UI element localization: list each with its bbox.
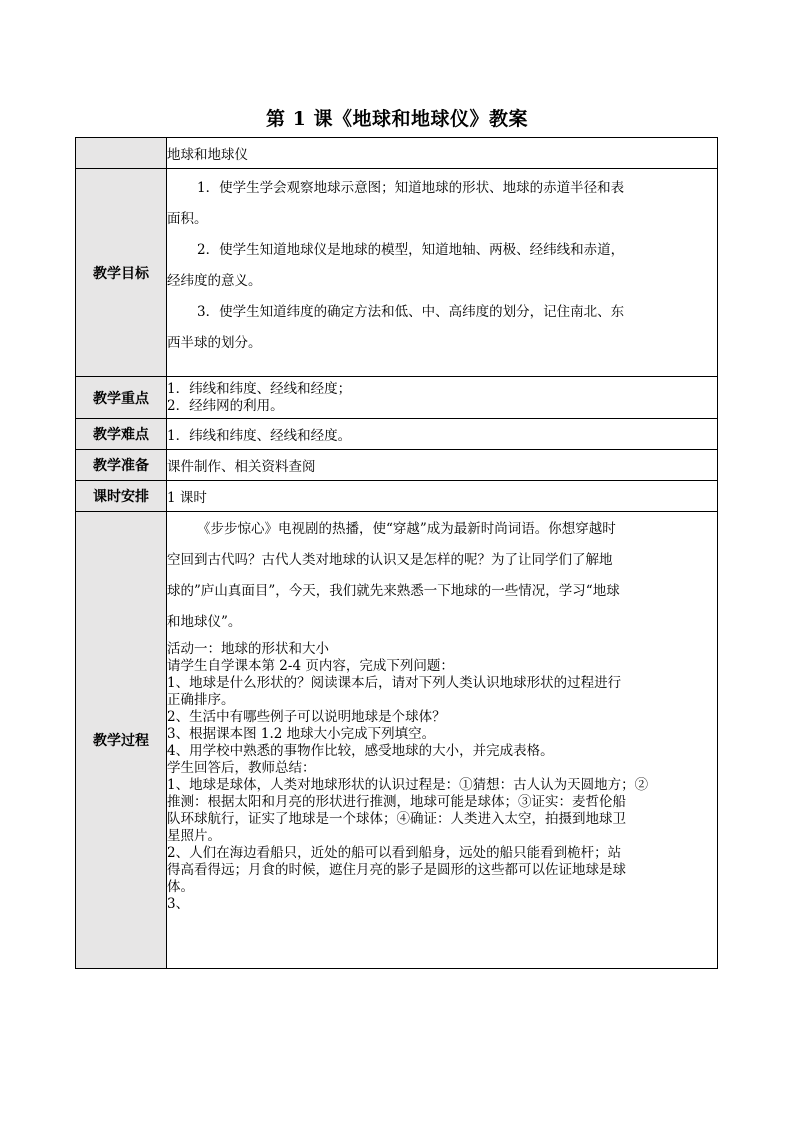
goal-line: 面积。 xyxy=(167,211,208,227)
value-goals xyxy=(167,169,718,377)
process-line: 2、生活中有哪些例子可以说明地球是个球体？ xyxy=(167,709,446,725)
process-line: 3、 xyxy=(167,896,190,912)
goal-line: 经纬度的意义。 xyxy=(167,273,262,289)
row-difficulties xyxy=(76,419,718,450)
label-process: 教学过程 xyxy=(76,512,167,969)
row-goals xyxy=(76,169,718,377)
process-line: 1、地球是球体，人类对地球形状的认识过程是：①猜想：古人认为天圆地方；② xyxy=(167,777,649,793)
value-schedule: 1 课时 xyxy=(167,481,718,512)
process-line: 3、根据课本图 1.2 地球大小完成下列填空。 xyxy=(167,726,436,742)
key-point-line: 1．纬线和纬度、经线和经度； xyxy=(167,380,352,397)
lesson-plan-table xyxy=(75,137,718,969)
value-key-points xyxy=(167,377,718,419)
process-intro: 《步步惊心》电视剧的热播，使“穿越”成为最新时尚词语。你想穿越时 空回到古代吗？古代人类对地球的认识又是怎样的呢？为了让同学们了解地 球的”庐山真面目”，今天，我们就先来熟悉一下地球的一些情况，学习“地球 和地球仪”。 xyxy=(167,521,620,630)
label-key-points: 教学重点 xyxy=(76,377,167,419)
row-preparation xyxy=(76,450,718,481)
row-topic xyxy=(76,138,718,169)
goal-line: 西半球的划分。 xyxy=(167,335,262,351)
process-line: 4、用学校中熟悉的事物作比较，感受地球的大小，并完成表格。 xyxy=(167,743,554,759)
process-line: 学生回答后，教师总结： xyxy=(167,760,316,776)
value-process xyxy=(167,512,718,969)
value-topic: 地球和地球仪 xyxy=(167,138,718,169)
label-goals: 教学目标 xyxy=(76,169,167,377)
goal-line: 1．使学生学会观察地球示意图；知道地球的形状、地球的赤道半径和表 xyxy=(197,180,625,196)
process-line: 请学生自学课本第 2-4 页内容，完成下列问题： xyxy=(167,658,454,674)
process-line: 星照片。 xyxy=(167,828,221,844)
row-key-points xyxy=(76,377,718,419)
key-point-line: 2．经纬网的利用。 xyxy=(167,397,284,414)
process-line: 正确排序。 xyxy=(167,692,235,708)
row-schedule xyxy=(76,481,718,512)
label-difficulties: 教学难点 xyxy=(76,419,167,450)
label-preparation: 教学准备 xyxy=(76,450,167,481)
page-title: 第 1 课《地球和地球仪》教案 xyxy=(266,108,528,130)
process-line: 活动一：地球的形状和大小 xyxy=(167,641,329,657)
label-schedule: 课时安排 xyxy=(76,481,167,512)
process-line: 队环球航行，证实了地球是一个球体；④确证：人类进入太空，拍摄到地球卫 xyxy=(167,811,626,827)
process-line: 体。 xyxy=(167,879,194,895)
goal-line: 2．使学生知道地球仪是地球的模型，知道地轴、两极、经纬线和赤道， xyxy=(197,242,625,258)
process-line: 得高看得远；月食的时候，遮住月亮的影子是圆形的这些都可以佐证地球是球 xyxy=(167,862,626,878)
process-body xyxy=(167,641,717,913)
value-preparation: 课件制作、相关资料查阅 xyxy=(167,450,718,481)
value-difficulties: 1．纬线和纬度、经线和经度。 xyxy=(167,419,718,450)
process-line: 2、人们在海边看船只，近处的船可以看到船身，远处的船只能看到桅杆；站 xyxy=(167,845,622,861)
process-line: 1、地球是什么形状的？阅读课本后，请对下列人类认识地球形状的过程进行 xyxy=(167,675,622,691)
label-topic xyxy=(76,138,167,169)
process-line: 推测：根据太阳和月亮的形状进行推测，地球可能是球体；③证实：麦哲伦船 xyxy=(167,794,626,810)
row-process xyxy=(76,512,718,969)
goal-line: 3．使学生知道纬度的确定方法和低、中、高纬度的划分，记住南北、东 xyxy=(197,304,625,320)
